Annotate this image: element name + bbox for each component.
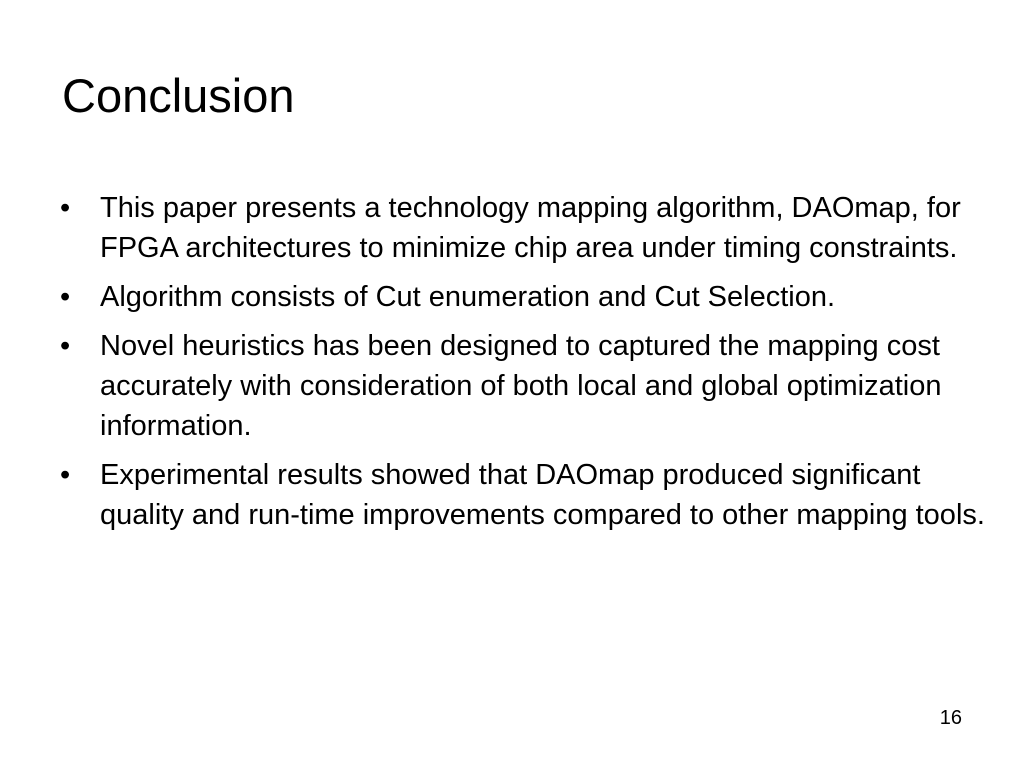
bullet-item: [56, 188, 986, 268]
bullet-text: Novel heuristics has been designed to captured the mapping cost accurately with consideration of both local and global optimization information.: [100, 330, 942, 442]
slide-title: Conclusion: [62, 69, 295, 122]
page-number: 16: [939, 707, 962, 729]
bullet-item: [56, 455, 986, 535]
bullet-text: Experimental results showed that DAOmap produced significant quality and run-time improvements compared to other mapping tools.: [100, 459, 985, 531]
bullet-text: This paper presents a technology mapping algorithm, DAOmap, for FPGA architectures to minimize chip area under timing constraints.: [100, 192, 961, 264]
bullet-marker: •: [60, 192, 71, 224]
bullet-marker: •: [60, 281, 71, 313]
bullet-list: [56, 188, 986, 544]
bullet-marker: •: [60, 330, 71, 362]
bullet-marker: •: [60, 459, 71, 491]
bullet-text: Algorithm consists of Cut enumeration and Cut Selection.: [100, 281, 836, 313]
bullet-item: [56, 326, 986, 446]
bullet-item: [56, 277, 986, 317]
